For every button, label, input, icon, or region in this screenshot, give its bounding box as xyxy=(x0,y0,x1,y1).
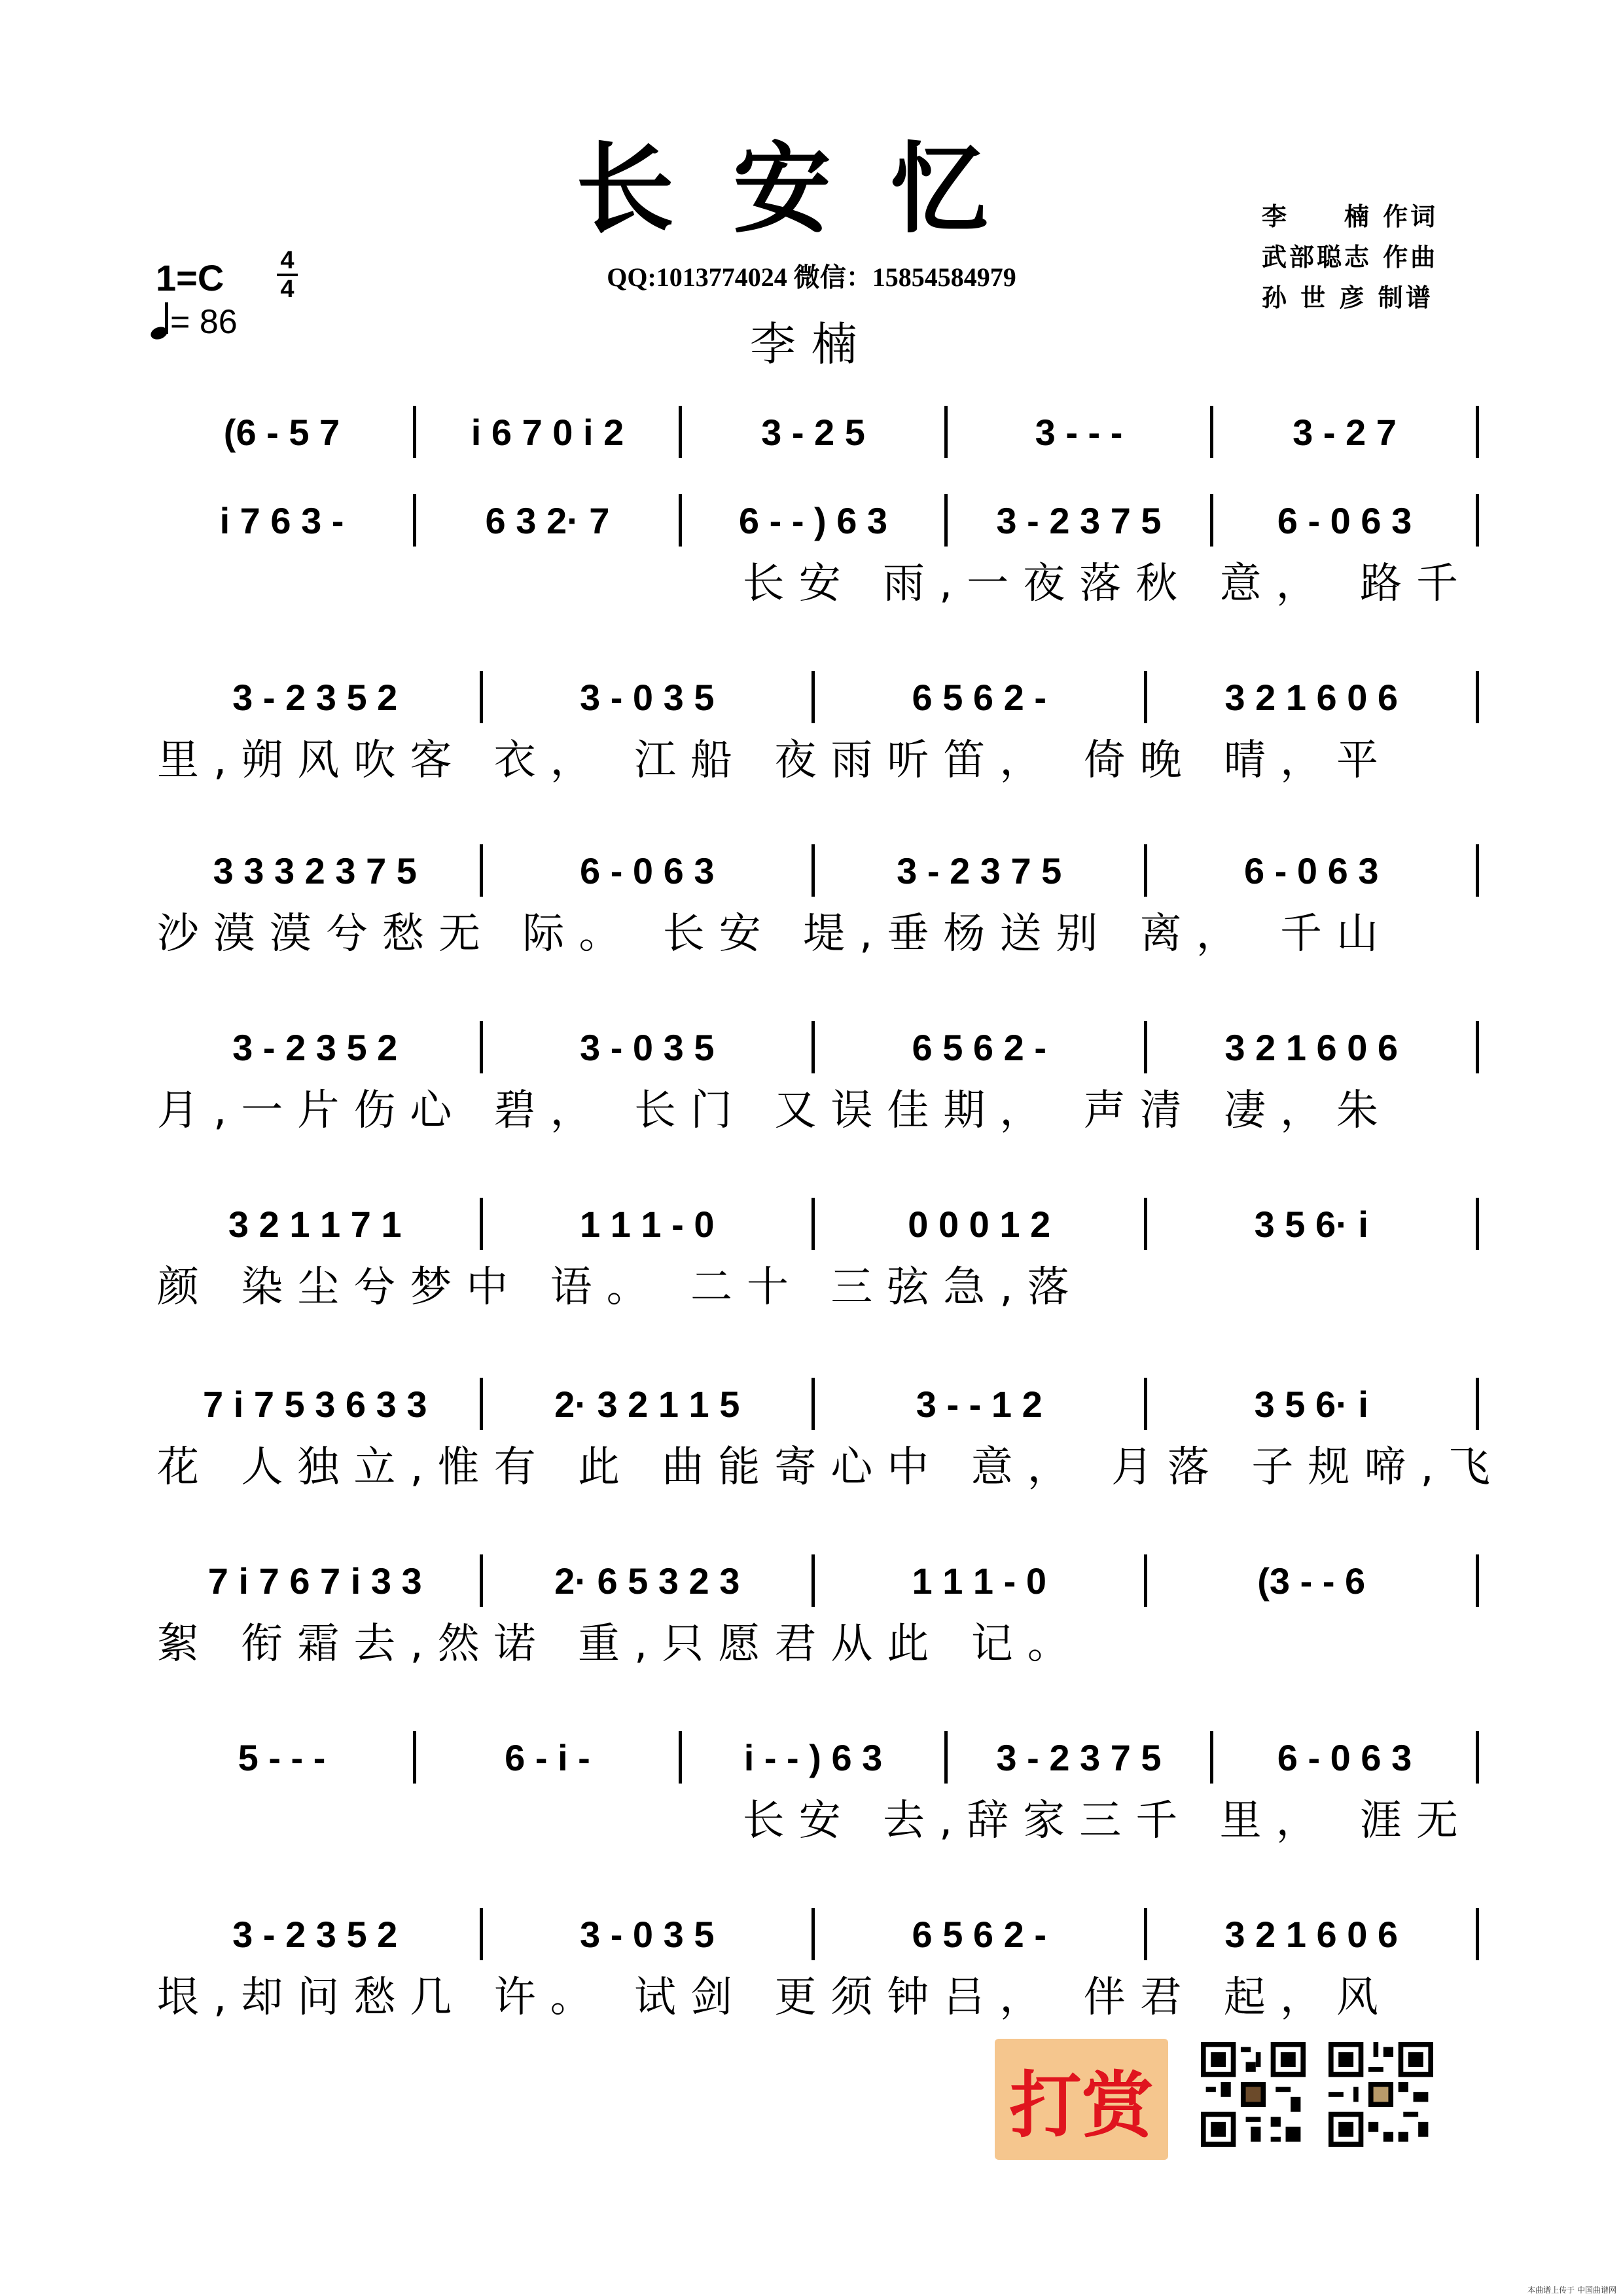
page-title: 长安忆 xyxy=(575,133,1047,247)
lyric-line: 垠,却问愁几 许。 试剑 更须钟吕， 伴君 起，风 xyxy=(157,1973,1393,2022)
measure: 3 - 0 3 5 xyxy=(483,1021,815,1073)
measure: i - - ) 6 3 xyxy=(682,1731,948,1784)
measure: 3 - 2 3 7 5 xyxy=(815,844,1147,897)
measure: 3 - 2 3 7 5 xyxy=(948,494,1213,547)
time-signature xyxy=(277,247,298,302)
measure: 6 - - ) 6 3 xyxy=(682,494,948,547)
measure: 3 - 2 3 7 5 xyxy=(948,1731,1213,1784)
measure: 2· 3 2 1 1 5 xyxy=(483,1378,815,1430)
measure: 6 - 0 6 3 xyxy=(1213,1731,1479,1784)
lyric-line: 颜 染尘兮梦中 语。 二十 三弦急,落 xyxy=(157,1263,1084,1312)
singer-name: 李楠 xyxy=(750,317,873,371)
measure: 3 2 1 6 0 6 xyxy=(1147,1908,1480,1960)
composer-credit: 武部聪志 作曲 xyxy=(1262,243,1438,272)
measure: 6 3 2· 7 xyxy=(416,494,682,547)
measure: 3 - - - xyxy=(948,406,1213,458)
measure: (3 - - 6 xyxy=(1147,1554,1480,1607)
measure: 3 - 0 3 5 xyxy=(483,671,815,723)
measure: i 6 7 0 i 2 xyxy=(416,406,682,458)
measure: 6 - i - xyxy=(416,1731,682,1784)
reward-button[interactable] xyxy=(995,2039,1168,2160)
measure: 3 - 2 7 xyxy=(1213,406,1479,458)
measure: 3 - 0 3 5 xyxy=(483,1908,815,1960)
measure: 6 5 6 2 - xyxy=(815,1908,1147,1960)
measure: (6 - 5 7 xyxy=(151,406,416,458)
notation-row xyxy=(151,1908,1479,1960)
measure: 3 2 1 1 7 1 xyxy=(151,1198,483,1250)
lyric-line: 沙漠漠兮愁无 际。 长安 堤,垂杨送别 离， 千山 xyxy=(157,910,1393,958)
notation-row xyxy=(151,406,1479,458)
tempo-marking xyxy=(151,302,238,342)
measure: 3 5 6· i xyxy=(1147,1198,1480,1250)
measure: 6 5 6 2 - xyxy=(815,671,1147,723)
notation-row xyxy=(151,1378,1479,1430)
lyric-line: 长安 雨,一夜落秋 意， 路千 xyxy=(742,560,1472,608)
measure: 6 - 0 6 3 xyxy=(1147,844,1480,897)
key-signature xyxy=(156,247,294,303)
measure: 3 3 3 2 3 7 5 xyxy=(151,844,483,897)
notation-row xyxy=(151,1198,1479,1250)
measure: 3 5 6· i xyxy=(1147,1378,1480,1430)
measure: 7 i 7 6 7 i 3 3 xyxy=(151,1554,483,1607)
tempo-value: = 86 xyxy=(170,303,238,341)
notation-row xyxy=(151,844,1479,897)
notation-row xyxy=(151,1021,1479,1073)
measure: 3 2 1 6 0 6 xyxy=(1147,1021,1480,1073)
measure: 3 - - 1 2 xyxy=(815,1378,1147,1430)
lyric-line: 絮 衔霜去,然诺 重,只愿君从此 记。 xyxy=(157,1620,1084,1668)
key-label: 1=C xyxy=(156,257,224,298)
lyric-line: 长安 去,辞家三千 里， 涯无 xyxy=(742,1797,1472,1845)
measure: 0 0 0 1 2 xyxy=(815,1198,1147,1250)
contact-info: QQ:1013774024 微信：15854584979 xyxy=(607,262,1016,292)
measure: 5 - - - xyxy=(151,1731,416,1784)
measure: 6 5 6 2 - xyxy=(815,1021,1147,1073)
measure: i 7 6 3 - xyxy=(151,494,416,547)
arranger-credit: 孙 世 彦 制谱 xyxy=(1262,283,1433,312)
qr-code-icon xyxy=(1329,2042,1433,2147)
measure: 3 - 2 3 5 2 xyxy=(151,671,483,723)
lyric-line: 月,一片伤心 碧， 长门 又误佳期， 声清 凄，朱 xyxy=(157,1086,1393,1135)
notation-row xyxy=(151,494,1479,547)
notation-row xyxy=(151,1731,1479,1784)
measure: 3 - 2 3 5 2 xyxy=(151,1908,483,1960)
time-signature-bottom: 4 xyxy=(280,276,294,303)
measure: 2· 6 5 3 2 3 xyxy=(483,1554,815,1607)
measure: 3 - 2 3 5 2 xyxy=(151,1021,483,1073)
measure: 6 - 0 6 3 xyxy=(483,844,815,897)
measure: 6 - 0 6 3 xyxy=(1213,494,1479,547)
measure: 1 1 1 - 0 xyxy=(483,1198,815,1250)
measure: 3 2 1 6 0 6 xyxy=(1147,671,1480,723)
footer-source: 本曲谱上传于 中国曲谱网 xyxy=(1527,2286,1616,2295)
lyricist-credit: 李 楠 作词 xyxy=(1262,202,1438,231)
measure: 3 - 2 5 xyxy=(682,406,948,458)
qr-code-icon xyxy=(1201,2042,1306,2147)
reward-label: 打赏 xyxy=(1009,2063,1154,2147)
quarter-note-icon xyxy=(151,305,170,342)
notation-row xyxy=(151,671,1479,723)
lyric-line: 花 人独立,惟有 此 曲能寄心中 意， 月落 子规啼,飞 xyxy=(157,1443,1505,1492)
measure: 7 i 7 5 3 6 3 3 xyxy=(151,1378,483,1430)
measure: 1 1 1 - 0 xyxy=(815,1554,1147,1607)
notation-row xyxy=(151,1554,1479,1607)
lyric-line: 里,朔风吹客 衣， 江船 夜雨听笛， 倚晚 晴，平 xyxy=(157,736,1393,785)
time-signature-top: 4 xyxy=(280,247,294,274)
